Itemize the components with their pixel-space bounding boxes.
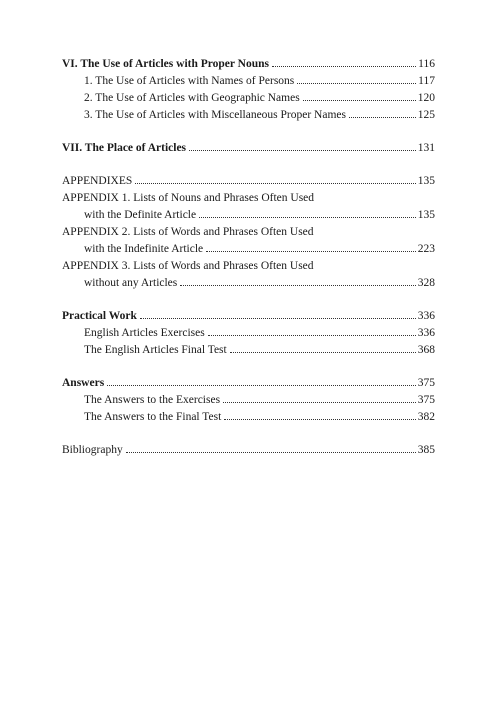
- toc-entry-practical-2: [62, 342, 435, 359]
- toc-entry-title: Practical Work: [62, 310, 137, 322]
- toc-entry-answers-1: [62, 392, 435, 409]
- toc-entry-practical-work: [62, 308, 435, 325]
- toc-entry-appendix-3: [62, 275, 435, 292]
- toc-entry-page: 125: [417, 109, 435, 121]
- toc-entry-title: English Articles Exercises: [84, 327, 205, 339]
- dot-leader: [272, 66, 416, 67]
- toc-entry-title: without any Articles: [84, 277, 178, 289]
- toc-entry-page: 116: [418, 58, 435, 70]
- toc-entry-page: 375: [417, 394, 435, 406]
- dot-leader: [230, 352, 416, 353]
- toc-entry-section-6-1: [62, 73, 435, 90]
- toc-entry-page: 382: [417, 411, 435, 423]
- dot-leader: [107, 385, 416, 386]
- dot-leader: [189, 150, 416, 151]
- dot-leader: [199, 217, 416, 218]
- dot-leader: [135, 183, 415, 184]
- dot-leader: [206, 251, 416, 252]
- toc-entry-title: VII. The Place of Articles: [62, 142, 187, 154]
- dot-leader: [180, 285, 415, 286]
- toc-entry-appendix-2: [62, 241, 435, 258]
- toc-entry-answers-2: [62, 409, 435, 426]
- spacer: [62, 157, 435, 173]
- toc-entry-title: The English Articles Final Test: [84, 344, 227, 356]
- toc-entry-title: The Answers to the Final Test: [84, 411, 222, 423]
- toc-entry-title: with the Definite Article: [84, 209, 197, 221]
- spacer: [62, 426, 435, 442]
- toc-entry-page: 336: [417, 310, 435, 322]
- toc-entry-bibliography: [62, 442, 435, 459]
- dot-leader: [126, 452, 416, 453]
- toc-entry-title: VI. The Use of Articles with Proper Nouns: [62, 58, 269, 70]
- toc-entry-section-7: [62, 140, 435, 157]
- toc-entry-title: APPENDIXES: [62, 175, 133, 187]
- toc-entry-title: Answers: [62, 377, 105, 389]
- toc-entry-section-6-2: [62, 90, 435, 107]
- toc-entry-page: 135: [417, 209, 435, 221]
- toc-entry-title: with the Indefinite Article: [84, 243, 204, 255]
- toc-entry-title: 2. The Use of Articles with Geographic Names: [84, 92, 300, 104]
- dot-leader: [303, 100, 416, 101]
- toc-entry-appendix-2-line-1: APPENDIX 2. Lists of Words and Phrases Often Used: [62, 226, 314, 238]
- dot-leader: [223, 402, 416, 403]
- toc-entry-page: 385: [417, 444, 435, 456]
- toc-entry-page: 135: [417, 175, 435, 187]
- toc-entry-appendix-1: [62, 207, 435, 224]
- toc-entry-section-6-3: [62, 107, 435, 124]
- spacer: [62, 292, 435, 308]
- toc-entry-appendix-3-line-1: APPENDIX 3. Lists of Words and Phrases Often Used: [62, 260, 314, 272]
- toc-entry-title: Bibliography: [62, 444, 123, 456]
- dot-leader: [208, 335, 416, 336]
- toc-entry-page: 336: [417, 327, 435, 339]
- toc-entry-answers: [62, 375, 435, 392]
- toc-entry-page: 120: [417, 92, 435, 104]
- dot-leader: [224, 419, 415, 420]
- toc-entry-appendix-1-line-1: APPENDIX 1. Lists of Nouns and Phrases Often Used: [62, 192, 315, 204]
- spacer: [62, 359, 435, 375]
- toc-entry-page: 117: [418, 75, 435, 87]
- toc-entry-appendixes: [62, 173, 435, 190]
- toc-entry-page: 328: [417, 277, 435, 289]
- toc-entry-page: 223: [417, 243, 435, 255]
- toc-entry-section-6: [62, 56, 435, 73]
- toc-entry-title: 1. The Use of Articles with Names of Persons: [84, 75, 295, 87]
- dot-leader: [140, 318, 416, 319]
- toc-entry-title: The Answers to the Exercises: [84, 394, 221, 406]
- toc-entry-page: 368: [417, 344, 435, 356]
- toc-entry-page: 375: [417, 377, 435, 389]
- dot-leader: [349, 117, 416, 118]
- toc-entry-page: 131: [417, 142, 435, 154]
- spacer: [62, 124, 435, 140]
- dot-leader: [297, 83, 416, 84]
- table-of-contents: [62, 56, 435, 459]
- toc-entry-practical-1: [62, 325, 435, 342]
- toc-entry-title: 3. The Use of Articles with Miscellaneous Proper Names: [84, 109, 346, 121]
